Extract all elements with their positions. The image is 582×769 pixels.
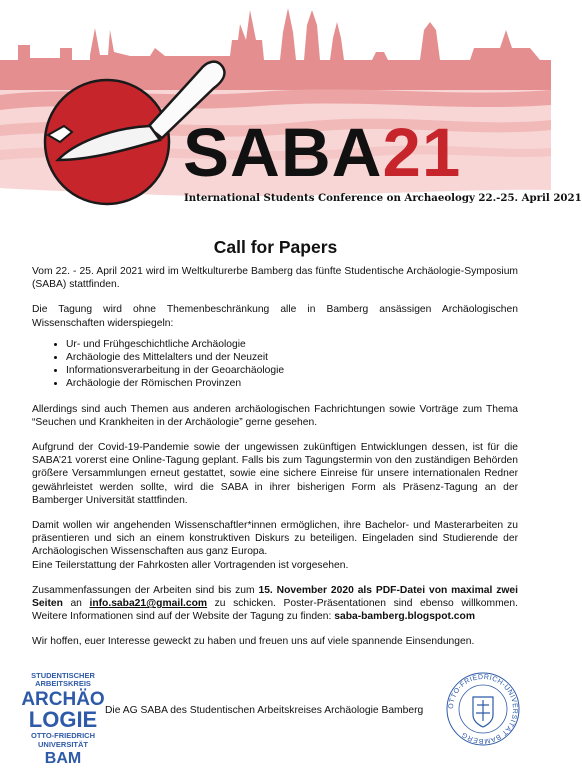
wordmark-saba: SABA <box>183 114 383 191</box>
main-content <box>32 265 518 661</box>
student-working-group-logo <box>21 669 105 767</box>
paragraph-travel: Eine Teilerstattung der Fahrkosten aller Vortragenden ist vorgesehen. <box>32 559 349 571</box>
paragraph-closing: Wir hoffen, euer Interesse geweckt zu haben und freuen uns auf viele spannende Einsendungen. <box>32 636 475 648</box>
saba21-wordmark <box>183 114 462 191</box>
seal-ring-text: OTTO-FRIEDRICH-UNIVERSITÄT BAMBERG <box>447 673 519 745</box>
paragraph-intro: Vom 22. - 25. April 2021 wird im Weltkulturerbe Bamberg das fünfte Studentische Archäologie-Symposium (SABA) stattfinden. <box>32 266 518 291</box>
header-banner <box>0 0 582 215</box>
logo-left-line2: ARBEITSKREIS <box>35 679 91 688</box>
footer-signature: Die AG SABA des Studentischen Arbeitskreises Archäologie Bamberg <box>105 705 424 716</box>
university-seal-logo <box>445 671 521 747</box>
page-title: Call for Papers <box>213 237 338 257</box>
paragraph-topics-intro: Die Tagung wird ohne Themenbeschränkung alle in Bamberg ansässigen Archäologischen Wissenschaften widerspiegeln: <box>32 304 518 329</box>
paragraph-submission <box>32 584 518 624</box>
submission-text-c: zu schicken. Poster-Präsentationen sind ebenso willkommen. Weitere Informationen sind auf der Website der Tagung zu finden: <box>32 598 518 623</box>
list-item: • Archäologie des Mittelalters und der Neuzeit <box>66 351 518 364</box>
list-item: • Archäologie der Römischen Provinzen <box>66 377 518 390</box>
conference-subtitle: International Students Conference on Archaeology 22.-25. April 2021 <box>184 192 582 204</box>
paragraph-goals <box>32 519 518 559</box>
logo-left-line3: ARCHÄO <box>21 689 105 710</box>
logo-left-line7: BAM <box>44 750 82 767</box>
submission-text-b: an <box>62 598 90 610</box>
logo-left-line6: UNIVERSITÄT <box>37 740 89 749</box>
list-item: • Ur- und Frühgeschichtliche Archäologie <box>66 338 518 351</box>
logo-left-line1: STUDENTISCHER <box>31 671 95 680</box>
wordmark-year: 21 <box>382 114 462 191</box>
submission-text-a: Zusammenfassungen der Arbeiten sind bis zum <box>32 584 259 596</box>
topics-list <box>32 338 518 391</box>
logo-left-line5: OTTO-FRIEDRICH <box>30 731 96 740</box>
paragraph-other-topics: Allerdings sind auch Themen aus anderen archäologischen Fachrichtungen sowie Vorträge zum Thema “Seuchen und Krankheiten in der Archäologie” gerne gesehen. <box>32 403 518 428</box>
list-item: • Informationsverarbeitung in der Geoarchäologie <box>66 364 518 377</box>
submission-deadline: 15. November 2020 als PDF-Datei von maximal zwei Seiten <box>32 584 518 610</box>
logo-left-line4: LOGIE <box>28 707 98 732</box>
website-link[interactable]: saba-bamberg.blogspot.com <box>334 611 475 623</box>
email-link[interactable]: info.saba21@gmail.com <box>89 598 208 610</box>
paragraph-covid: Aufgrund der Covid-19-Pandemie sowie der ungewissen zukünftigen Entwicklungen dessen, ist für die SABA’21 vorerst eine Online-Tagung geplant. Falls bis zum Tagungstermin von den zuständigen Behörden größere Versammlungen erneut gestattet, sowie eine sichere Einreise für unsere internationalen Redner gewährleistet werden sollte, wird die SABA in ihrer bisherigen Form als Präsenz-Tagung an der Bamberger Universität stattfinden. <box>32 442 518 506</box>
goals-text: Damit wollen wir angehenden Wissenschaftler*innen ermöglichen, ihre Bachelor- und Masterarbeiten zu präsentieren und sich an einem konstruktiven Diskurs zu beteiligen. Eingeladen sind Studierende der Archäologischen Wissenschaften aus ganz Europa. <box>32 520 518 558</box>
